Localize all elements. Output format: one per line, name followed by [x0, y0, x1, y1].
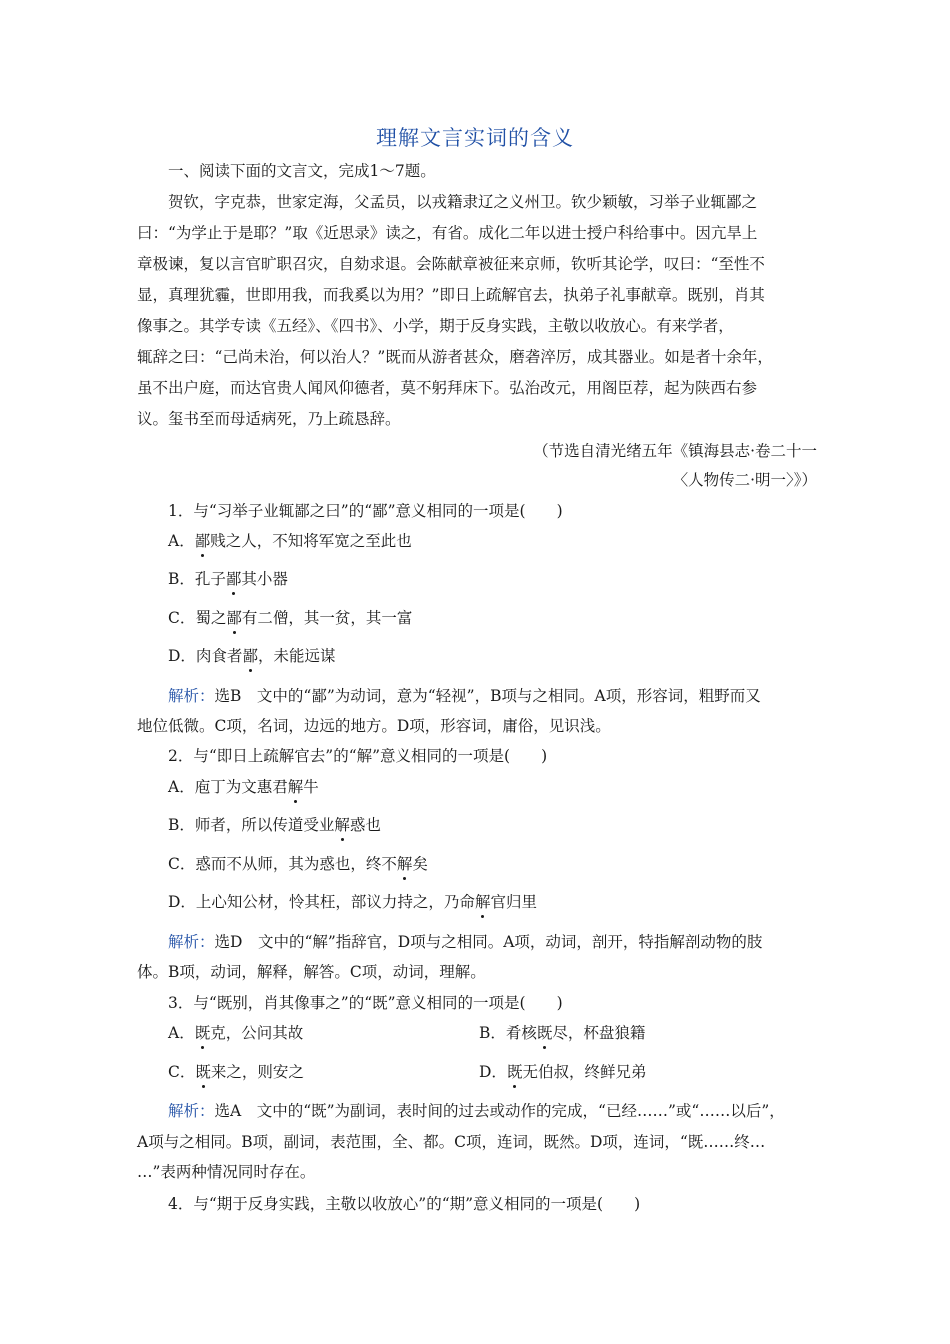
answer-explanation: …”表两种情况同时存在。	[137, 1163, 316, 1181]
question-stem: 3．与“既别，肖其像事之”的“既”意义相同的一项是( )	[168, 994, 563, 1012]
section-intro: 一、阅读下面的文言文，完成1～7题。	[168, 162, 436, 180]
source-citation: （节选自清光绪五年《镇海县志·卷二十一	[533, 442, 817, 460]
passage-line: 章极谏，复以言官旷职召灾，自劾求退。会陈献章被征来京师，钦听其论学，叹曰：“至性不	[137, 255, 765, 273]
answer-explanation: 解析：选D 文中的“解”指辞官，D项与之相同。A项，动词，剖开，特指解剖动物的肢	[168, 933, 763, 951]
option-c: C．蜀之鄙有二僧，其一贫，其一富	[168, 609, 413, 627]
question-stem: 2．与“即日上疏解官去”的“解”意义相同的一项是( )	[168, 747, 548, 765]
page-title: 理解文言实词的含义	[376, 126, 574, 150]
answer-label: 解析：	[168, 687, 215, 705]
option-c: C．既来之，则安之	[168, 1063, 304, 1081]
option-row	[168, 1061, 818, 1083]
answer-explanation: 体。B项，动词，解释，解答。C项，动词，理解。	[137, 963, 486, 981]
answer-explanation: 解析：选A 文中的“既”为副词，表时间的过去或动作的完成，“已经……”或“……以后”，	[168, 1102, 785, 1120]
passage-line: 贺钦，字克恭，世家定海，父孟员，以戎籍隶辽之义州卫。钦少颖敏，习举子业辄鄙之	[168, 193, 758, 211]
answer-explanation: A项与之相同。B项，副词，表范围，全、都。C项，连词，既然。D项，连词，“既……终…	[137, 1133, 766, 1151]
passage-line: 显，真理犹霾，世即用我，而我奚以为用？”即日上疏解官去，执弟子礼事献章。既别，肖其	[137, 286, 765, 304]
option-b: B．肴核既尽，杯盘狼籍	[479, 1024, 646, 1042]
source-citation: 〈人物传二·明一〉》）	[672, 471, 817, 489]
passage-line: 像事之。其学专读《五经》、《四书》、小学，期于反身实践，主敬以收放心。有来学者，	[137, 317, 734, 335]
option-a: A．庖丁为文惠君解牛	[168, 778, 319, 796]
passage-line: 议。玺书至而母适病死，乃上疏恳辞。	[137, 410, 401, 428]
passage-line: 辄辞之曰：“己尚未治，何以治人？”既而从游者甚众，磨砻淬厉，成其器业。如是者十余年，	[137, 348, 773, 366]
option-d: D．上心知公材，怜其枉，部议力持之，乃命解官归里	[168, 893, 537, 911]
option-c: C．惑而不从师，其为惑也，终不解矣	[168, 855, 428, 873]
option-a: A．既克，公问其故	[168, 1024, 304, 1042]
option-row	[168, 1022, 818, 1044]
option-d: D．肉食者鄙，未能远谋	[168, 647, 336, 665]
option-b: B．师者，所以传道受业解惑也	[168, 816, 381, 834]
question-stem: 4．与“期于反身实践，主敬以收放心”的“期”意义相同的一项是( )	[168, 1195, 641, 1213]
passage-line: 虽不出户庭，而达官贵人闻风仰德者，莫不躬拜床下。弘治改元，用阁臣荐，起为陕西右参	[137, 379, 758, 397]
option-a: A．鄙贱之人，不知将军宽之至此也	[168, 532, 412, 550]
question-stem: 1．与“习举子业辄鄙之曰”的“鄙”意义相同的一项是( )	[168, 502, 563, 520]
answer-label: 解析：	[168, 933, 215, 951]
answer-explanation: 地位低微。C项，名词，边远的地方。D项，形容词，庸俗，见识浅。	[137, 717, 611, 735]
answer-label: 解析：	[168, 1102, 215, 1120]
option-b: B．孔子鄙其小器	[168, 570, 288, 588]
passage-line: 曰：“为学止于是耶？”取《近思录》读之，有省。成化二年以进士授户科给事中。因亢旱上	[137, 224, 758, 242]
answer-explanation: 解析：选B 文中的“鄙”为动词，意为“轻视”，B项与之相同。A项，形容词，粗野而又	[168, 687, 761, 705]
option-d: D．既无伯叔，终鲜兄弟	[479, 1063, 647, 1081]
